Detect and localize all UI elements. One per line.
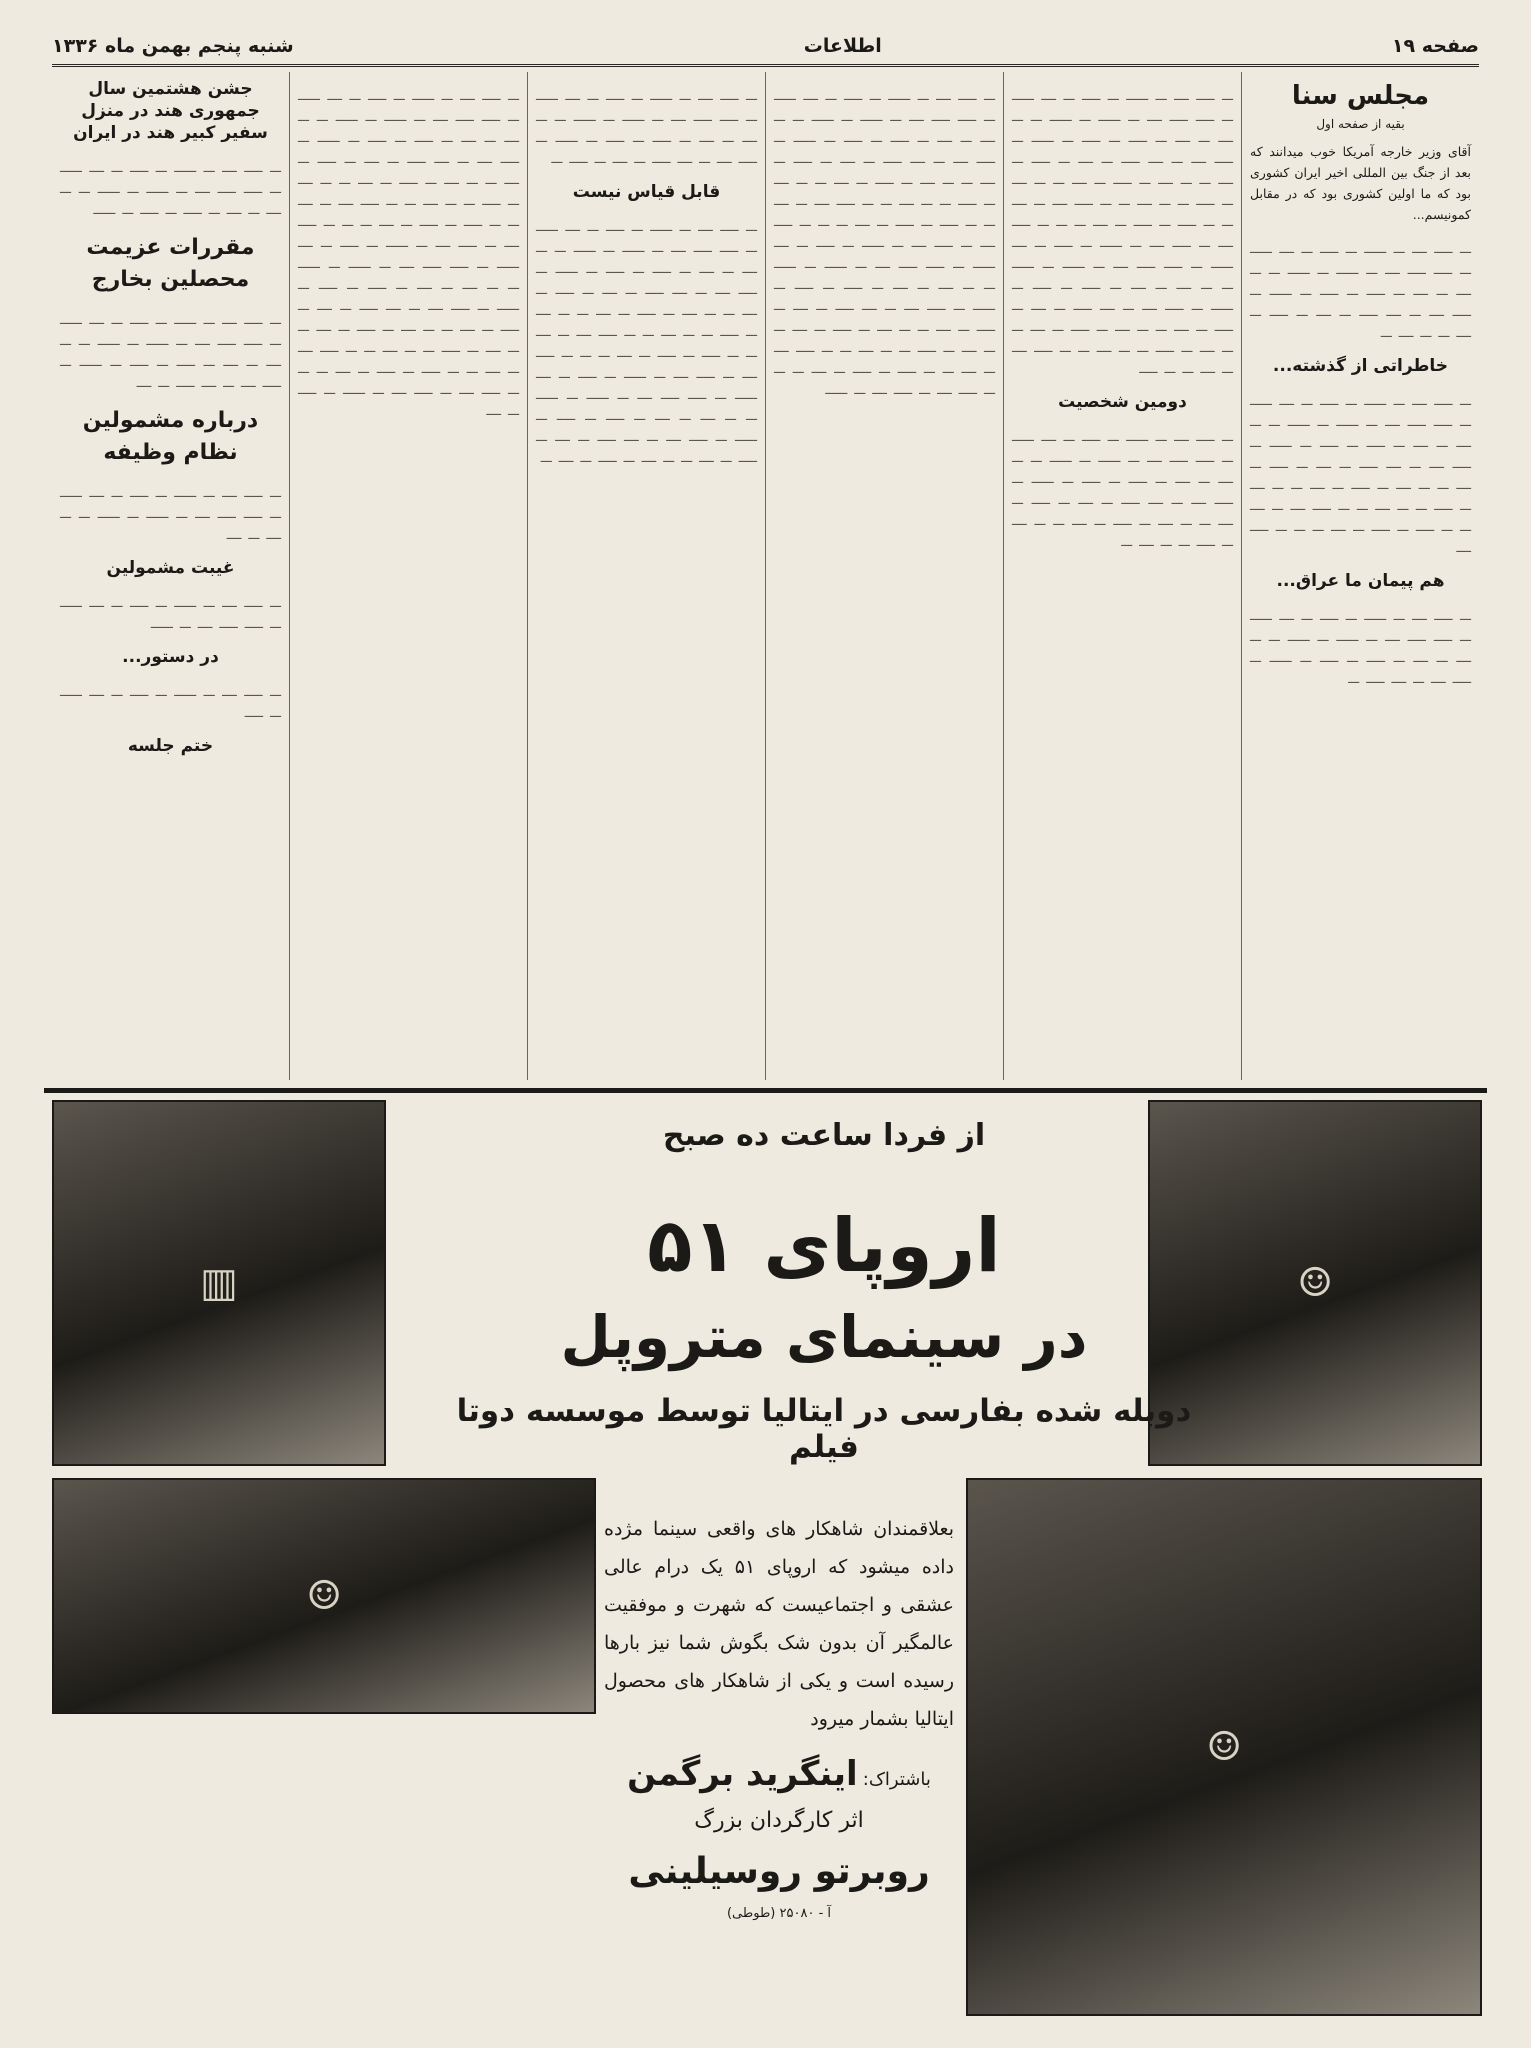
column-3 [765, 72, 1003, 1080]
head-india-republic: جشن هشتمین سال جمهوری هند در منزل سفیر کبیر هند در ایران [73, 79, 268, 143]
portrait-icon: ☺ [1206, 1724, 1242, 1770]
body-text: ـــ ـــــ ــــ ـــ ــــــ ـــ ـــــ ـــ ــــ ــــــ ـــ ـــــ ـــــ ــــ ـــ ــــــ ـــ ــــــ ـــ ـــ ــــ ـــ ــــ ـــ ـــــ ـــ ـــــ ـــ ــــــ ـــ ـــــ ــــ ـــ ــــ ـــــ ـــ [1250, 607, 1471, 686]
head-student-rules: مقررات عزیمت محصلین بخارج [86, 235, 255, 292]
person-icon: ☺ [1297, 1260, 1333, 1306]
page-number: صفحه ۱۹ [1391, 35, 1479, 57]
ad-details [604, 1510, 954, 1921]
column-india [52, 72, 289, 1080]
body-text: ـــ ـــــ ــــ ـــ ــــــ ـــ ـــــ ـــ ــــ ــــــ ـــ ـــــ ـــــ ــــ ـــ ــــــ ـــ ــــــ ـــ ـــ ــــ ـــ ــــ ـــ ـــــ ـــ ـــــ ـــ ــــــ ـــ ـــــ ــــ ـــ ــــ ـــــ ـــ ــــ ـــ ـــــ ـــ ــــ ـــ ـــ ــــ ـــ ـــــ ـــ ــــ ـــ ـــ ــــ ـــ ـــــ ـــ ـــ ــــ ـــ ـــ ـــــ ــــ ـــ ــــ ـــ ـــ ـــــ ـــ ـــــ ـــ ــــ ـــ ـــ ـــ ـــــ ــــ ـــ ـــــ ــــ ـــ ــــــ ـــ ـــــ ـــ ــــ ــــــ ـــ ـــــ ـــــ ــــ ـــ ــــــ ـــ ــــــ ـــ ـــ ــــ ـــ ــــ ـــ ـــــ ـــ ـــــ ـــ ــــــ ـــ ـــــ ــــ ـــ ــــ ـــــ ـــ ــــ ـــ ـــــ ـــ ــــ ـــ ـــ ــــ ـــ ـــــ ـــ ــــ ـــ ـــ ــــ ـــ ـــــ ـــ ـــ ــــ ـــ ـــ ـــــ ــــ ـــ ــــ ـــ ـــ ـــــ [1012, 87, 1233, 376]
column-4 [527, 72, 765, 1080]
head-conscripts: درباره مشمولین نظام وظیفه [82, 408, 259, 465]
ad-showtime: از فردا ساعت ده صبح [662, 1118, 986, 1153]
photo-top-right [1148, 1100, 1482, 1466]
ad-director: روبرتو روسیلینی [628, 1851, 930, 1892]
ad-blurb: بعلاقمندان شاهکار های واقعی سینما مژده داده میشود که اروپای ۵۱ یک درام عالی عشقی و اجتماعیست که شهرت و موفقیت عالمگیر آن بدون شک بگوش شما نیز بارها رسیده است و یکی از شاهکار های محصول ایتالیا بشمار میرود [604, 1518, 955, 1730]
ad-star: اینگرید برگمن [627, 1754, 858, 1794]
senate-head-iraq: هم پیمان ما عراق... [1276, 571, 1445, 591]
head-agenda: در دستور... [122, 647, 219, 667]
body-text: ـــ ـــــ ــــ ـــ ــــــ ـــ ـــــ ـــ ــــ ــــــ ـــ ـــــ ـــــ ــــ ـــ ــــــ ـــ ــــــ ـــ ـــ ــــ ـــ ــــ ـــ ـــــ ـــ ـــــ ـــ ــــــ ـــ ـــــ ــــ ـــ ــــ ـــــ ـــ ــــ ـــ ـــــ ـــ ــــ ـــ ـــ ــــ ـــ ـــــ ـــ ــــ ـــ ـــ ــــ ـــ ـــــ ـــ ـــ ــــ ـــ ـــ ـــــ ــــ ـــ ــــ ـــ ـــ ـــــ ـــ ـــــ ـــ ــــ ـــ ـــ ـــ ـــــ ــــ ـــ ـــــ ــــ ـــ ــــــ ـــ ـــــ ـــ ــــ ــــــ ـــ ـــــ ـــــ ــــ ـــ ــــــ ـــ ــــــ ـــ ـــ ــــ ـــ ــــ ـــ ـــــ ـــ ـــــ ـــ ــــــ ـــ ـــــ ــــ ـــ ــــ ـــــ ـــ ــــ ـــ ـــــ ـــ ــــ ـــ ـــ ــــ ـــ ـــــ ـــ ــــ ـــ ـــ ــــ ـــ ـــــ ـــ ـــ ــــ ـــ ـــ ـــــ ــــ ـــ ــــ ـــ ـــ ـــــ ـــ ـــــ ـــ ــــ ـــ ـــ ـــ ـــــ ــــ ـــ ـــــ ــــ ـــ ــــــ ـــ ـــــ ـــ ــــ [298, 87, 519, 418]
window-bars-icon: ▥ [200, 1260, 238, 1306]
senate-title: مجلس سنا [1291, 81, 1430, 111]
ad-divider [44, 1088, 1487, 1093]
body-text: ـــ ـــــ ــــ ـــ ــــــ ـــ ـــــ ـــ ــــ ــــــ ـــ ـــــ ـــــ ــــ ـــ ــــــ ـــ ــــــ ـــ ـــ ــــ ـــ ــــ ـــ ـــــ ـــ ـــــ ـــ ــــــ ـــ ـــــ ــــ ـــ ــــ ـــــ ـــ ــــ [60, 311, 281, 390]
paper-name: اطلاعات [803, 35, 882, 57]
ad-film-title: اروپای ۵۱ [647, 1203, 1001, 1289]
body-text: ـــ ـــــ ــــ ـــ ــــــ ـــ ـــــ ـــ ــــ ــــــ ـــ ـــــ ـــــ ــــ ـــ ــــــ ـــ ــــــ ـــ ـــ ــــ ـــ ــــ ـــ ـــــ ـــ ـــــ ـــ ــــــ ـــ ـــــ ــــ ـــ ــــ ـــــ ـــ ــــ ـــ ـــــ ـــ ــــ ـــ ـــ ــــ ـــ ـــــ ـــ ــــ ـــ ـــ ــــ ـــ ـــــ ـــ ـــ ــــ ـــ [1012, 428, 1233, 549]
body-text: ـــ ـــــ ــــ ـــ ــــــ ـــ ـــــ ـــ ــــ ــــــ ـــ ـــــ ـــــ ــــ ـــ ــــــ ـــ ــــــ ـــ ـــ ــــ ـــ ــــ ـــ ـــــ ـــ ـــــ ـــ ــــــ ـــ ـــــ ــــ ـــ ــــ ـــــ ـــ ــــ ـــ ـــــ ـــ [536, 87, 757, 166]
body-text: ـــ ـــــ ــــ ـــ ــــــ ـــ ـــــ ـــ ــــ ــــــ ـــ ـــــ ـــــ ــــ ـــ ــــــ ـــ ــــــ ـــ ـــ ــــ ـــ ــــ ـــ ـــــ ـــ ـــــ ـــ ــــــ ـــ ـــــ ــــ ـــ ــــ ـــــ ـــ ــــ ـــ ـــــ ـــ ــــ ـــ ـــ ــــ ـــ ـــــ ـــ ــــ ـــ ـــ ــــ ـــ ـــــ ـــ ـــ ــــ ـــ ـــ ـــــ ــــ ـــ ــــ ـــ ـــ ـــــ ـــ ـــــ ـــ ــــ ـــ ـــ ـــ ـــــ ــــ ـــ ـــــ ــــ ـــ ــــــ ـــ ـــــ ـــ ــــ ــــــ ـــ ـــــ ـــــ ــــ ـــ ــــــ ـــ ــــــ ـــ ـــ ــــ ـــ ــــ ـــ ـــــ ـــ ـــــ ـــ ــــــ ـــ ـــــ ــــ ـــ ــــ ـــــ ـــ ــــ ـــ ـــــ ـــ ــــ ـــ ـــ ــــ ـــ ـــــ ـــ ــــ ـــ [536, 218, 757, 465]
film-advertisement [44, 1100, 1487, 2020]
ad-code: آ - ۲۵۰۸۰ (طوطی) [726, 1906, 832, 1921]
senate-head-memories: خاطراتی از گذشته... [1272, 356, 1449, 376]
body-text: ـــ ـــــ ــــ ـــ ــــــ ـــ ـــــ ـــ ــــ ــــــ ـــ ـــــ ـــــ ــــ ـــ ــــــ ـــ ــــــ ـــ ـــ ــــ ـــ ــــ ـــ ـــــ ـــ ـــــ ـــ ــــــ ـــ ـــــ ــــ ـــ ــــ ـــــ ـــ ــــ ـــ ـــــ ـــ ــــ ـــ ـــ ــــ ـــ ـــــ ـــ ــــ ـــ ـــ ــــ ـــ ـــــ ـــ ـــ ــــ ـــ ـــ ـــــ ــــ ـــ ــــ ـــ ـــ ـــــ ـــ ـــــ ـــ ــــ ـــ ـــ ـــ ـــــ ــــ [1250, 392, 1471, 555]
body-text: ـــ ـــــ ــــ ـــ ــــــ ـــ ـــــ ـــ ــــ ــــــ ـــ ـــــ ـــــ ــــ ـــ ــــــ ـــ ــــــ ـــ ـــ ــــ ـــ ــــ ـــ ـــــ ـــ ـــــ ـــ ــــــ ـــ ـــــ ــــ ـــ ــــ ـــــ ـــ ــــ ـــ ـــــ ـــ ــــ ـــ ـــ ــــ ـــ ـــــ ـــ ــــ ـــ ـــ ــــ ـــ ـــــ ـــ ـــ ــــ ـــ ـــ ـــــ ــــ ـــ ــــ ـــ ـــ ـــــ ـــ ـــــ ـــ ــــ ـــ ـــ ـــ ـــــ ــــ ـــ ـــــ ــــ ـــ ــــــ ـــ ـــــ ـــ ــــ ــــــ ـــ ـــــ ـــــ ــــ ـــ ــــــ ـــ ــــــ ـــ ـــ ــــ ـــ ــــ ـــ ـــــ ـــ ـــــ ـــ ــــــ ـــ ـــــ ــــ ـــ ــــ ـــــ ـــ ــــ ـــ ـــــ ـــ ــــ ـــ ـــ ــــ ـــ ـــــ ـــ ــــ ـــ ـــ ــــ ـــ ـــــ ـــ ـــ ــــ ـــ ـــ ـــــ ــــ ـــ ــــ ـــ ـــ ـــــ ـــ ـــــ ـــ ــــ ـــ ـــ ـــ ـــــ ــــ ـــ ـــــ ــــ ـــ ــــــ [774, 87, 995, 397]
ad-by-line: اثر کارگردان بزرگ [694, 1808, 864, 1833]
photo-top-left [52, 1100, 386, 1466]
ad-cast-label: باشتراک: [862, 1769, 931, 1790]
head-session-end: ختم جلسه [127, 736, 214, 756]
masthead [52, 28, 1479, 67]
head-not-comparable: قابل قیاس نیست [572, 182, 721, 202]
ad-cinema: در سینمای متروپل [560, 1303, 1088, 1371]
column-5 [289, 72, 527, 1080]
portrait-icon: ☺ [306, 1573, 342, 1619]
column-2 [1003, 72, 1241, 1080]
column-senate [1241, 72, 1479, 1080]
senate-subtitle: بقیه از صفحه اول [1316, 117, 1405, 131]
ad-dubbing: دوبله شده بفارسی در ایتالیا توسط موسسه دوتا فیلم [456, 1393, 1192, 1465]
head-second-personality: دومین شخصیت [1058, 392, 1187, 412]
body-text: ـــ ـــــ ــــ ـــ ــــــ ـــ ـــــ ـــ ــــ ــــــ ـــ ـــــ ـــــ ــــ ـــ ــــــ ـــ ــــــ ـــ ـــ ــــ ـــ ــــ ـــ ـــــ ـــ ـــــ ـــ ــــــ [60, 159, 281, 217]
head-absence: غیبت مشمولین [106, 558, 235, 578]
news-columns [52, 72, 1479, 1080]
body-text: ـــ ـــــ ــــ ـــ ــــــ ـــ ـــــ ـــ ــــ ــــــ ـــ ـــــ ـــــ ــــ ـــ ــــــ [60, 594, 281, 631]
body-text: ـــ ـــــ ــــ ـــ ــــــ ـــ ـــــ ـــ ــــ ــــــ ـــ ـــــ [60, 683, 281, 720]
senate-lead: آقای وزیر خارجه آمریکا خوب میدانند که بعد از جنگ بین المللی اخیر ایران کشوری بود که ما اولین کشوری بود که در مقابل کمونیسم... [1250, 144, 1471, 222]
body-text: ـــ ـــــ ــــ ـــ ــــــ ـــ ـــــ ـــ ــــ ــــــ ـــ ـــــ ـــــ ــــ ـــ ــــــ ـــ ــــــ ـــ ـــ ــــ ـــ ــــ ـــ ـــــ ـــ ـــــ ـــ ــــــ ـــ ـــــ ــــ ـــ ــــ ـــــ ـــ ــــ ـــ ـــــ ـــ ــــ ـــ ـــ ــــ ـــ [1250, 240, 1471, 340]
body-text: ـــ ـــــ ــــ ـــ ــــــ ـــ ـــــ ـــ ــــ ــــــ ـــ ـــــ ـــــ ــــ ـــ ــــــ ـــ ــــــ ـــ ـــ ــــ ـــ ــــ [60, 484, 281, 542]
issue-date: شنبه پنجم بهمن ماه ۱۳۳۶ [52, 35, 294, 57]
